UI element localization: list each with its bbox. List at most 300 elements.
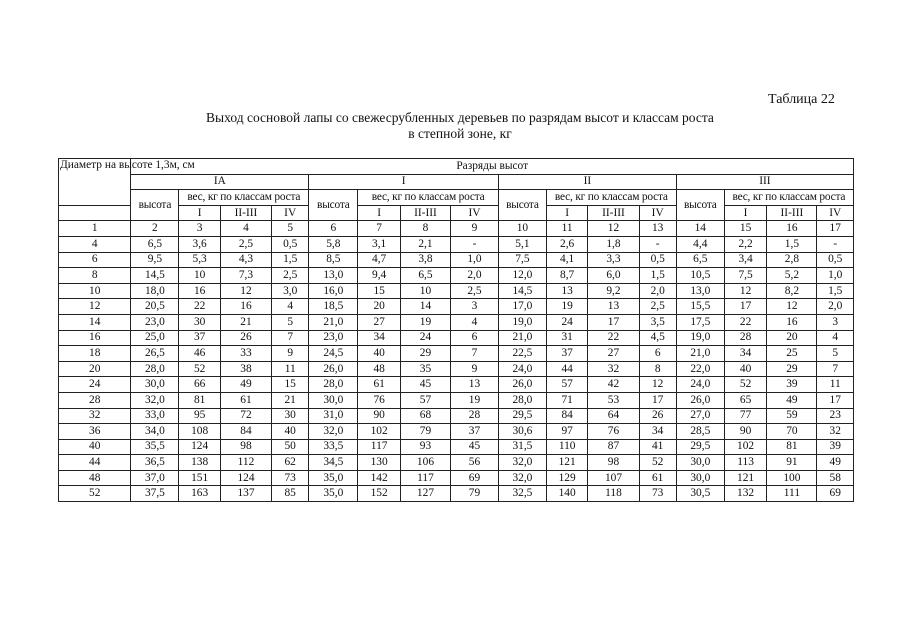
table-cell: 52 [639, 455, 676, 471]
table-cell: 34,0 [131, 424, 179, 440]
table-row [59, 361, 854, 377]
table-cell: 21,0 [309, 314, 358, 330]
table-cell: 21,0 [498, 330, 546, 346]
table-cell: 14 [400, 299, 450, 315]
table-cell: 73 [639, 486, 676, 502]
table-cell: 72 [220, 408, 271, 424]
table-cell: 129 [546, 470, 588, 486]
table-cell: 40 [358, 346, 401, 362]
table-cell: 93 [400, 439, 450, 455]
diameter-header-continued [59, 205, 131, 221]
table-cell: 0,5 [639, 252, 676, 268]
table-cell: 85 [272, 486, 309, 502]
table-cell: 111 [767, 486, 817, 502]
table-cell: 32,0 [131, 392, 179, 408]
table-cell: 151 [179, 470, 221, 486]
table-cell: 3 [817, 314, 854, 330]
table-cell: 2,1 [400, 236, 450, 252]
table-cell: 34 [724, 346, 767, 362]
table-cell: 26 [639, 408, 676, 424]
table-cell: 3,4 [724, 252, 767, 268]
table-cell: 98 [220, 439, 271, 455]
table-cell: 16 [179, 283, 221, 299]
table-cell: 33 [220, 346, 271, 362]
table-cell: 6 [639, 346, 676, 362]
table-cell: 132 [724, 486, 767, 502]
table-cell: 24,0 [676, 377, 724, 393]
table-cell: 1,0 [817, 268, 854, 284]
table-cell: 3,3 [588, 252, 639, 268]
column-number: 13 [639, 221, 676, 237]
table-cell: 9,5 [131, 252, 179, 268]
header-row-3 [59, 190, 854, 206]
header-row-2 [59, 174, 854, 190]
table-cell: 2,5 [272, 268, 309, 284]
table-cell: 14,5 [498, 283, 546, 299]
table-cell: 79 [400, 424, 450, 440]
table-cell: 2,0 [817, 299, 854, 315]
table-row [59, 268, 854, 284]
table-cell: 163 [179, 486, 221, 502]
rank-header-i: I [309, 174, 499, 190]
table-cell: 6,5 [676, 252, 724, 268]
table-cell: 30,0 [309, 392, 358, 408]
table-cell: 2,5 [639, 299, 676, 315]
table-cell: 22 [588, 330, 639, 346]
column-number: 8 [400, 221, 450, 237]
table-cell: 33,5 [309, 439, 358, 455]
table-cell: 26 [220, 330, 271, 346]
table-cell: 4,5 [639, 330, 676, 346]
table-cell: 57 [400, 392, 450, 408]
table-title: Выход сосновой лапы со свежесрубленных деревьев по разрядам высот и классам роста [206, 110, 714, 125]
table-cell: 44 [546, 361, 588, 377]
table-cell: 31,0 [309, 408, 358, 424]
diameter-cell: 44 [59, 455, 131, 471]
table-cell: 40 [724, 361, 767, 377]
table-cell: 12 [724, 283, 767, 299]
yield-table [58, 158, 854, 502]
table-cell: 58 [817, 470, 854, 486]
table-cell: 7,5 [724, 268, 767, 284]
table-cell: 76 [588, 424, 639, 440]
header-row-1 [59, 159, 854, 175]
table-cell: 77 [724, 408, 767, 424]
table-cell: 29 [767, 361, 817, 377]
table-row [59, 252, 854, 268]
table-cell: 37,0 [131, 470, 179, 486]
table-cell: 66 [179, 377, 221, 393]
table-cell: 81 [767, 439, 817, 455]
table-cell: 118 [588, 486, 639, 502]
table-cell: 7 [451, 346, 499, 362]
table-cell: 140 [546, 486, 588, 502]
table-cell: 30,5 [676, 486, 724, 502]
class-header: IV [272, 205, 309, 221]
diameter-cell: 10 [59, 283, 131, 299]
table-cell: 1,5 [817, 283, 854, 299]
table-cell: 13 [588, 299, 639, 315]
table-cell: 2,6 [546, 236, 588, 252]
table-cell: 29,5 [676, 439, 724, 455]
table-row [59, 346, 854, 362]
table-cell: 7,5 [498, 252, 546, 268]
table-cell: 32,0 [309, 424, 358, 440]
table-cell: 110 [546, 439, 588, 455]
table-cell: 29 [400, 346, 450, 362]
class-header: II-III [400, 205, 450, 221]
table-cell: 3,5 [639, 314, 676, 330]
diameter-header: Диаметр на высоте 1,3м, см [59, 159, 131, 206]
table-cell: 61 [220, 392, 271, 408]
table-cell: 27 [588, 346, 639, 362]
table-cell: 18,0 [131, 283, 179, 299]
table-cell: 50 [272, 439, 309, 455]
table-cell: 21 [272, 392, 309, 408]
table-cell: 23 [817, 408, 854, 424]
table-cell: 1,5 [639, 268, 676, 284]
table-cell: 42 [588, 377, 639, 393]
class-header: IV [639, 205, 676, 221]
table-cell: 61 [358, 377, 401, 393]
table-cell: 30 [179, 314, 221, 330]
table-cell: 4 [817, 330, 854, 346]
table-cell: 8,5 [309, 252, 358, 268]
table-cell: 30 [272, 408, 309, 424]
table-cell: 95 [179, 408, 221, 424]
table-cell: 61 [639, 470, 676, 486]
diameter-cell: 24 [59, 377, 131, 393]
table-cell: 10,5 [676, 268, 724, 284]
class-header: I [179, 205, 221, 221]
table-cell: 26,0 [498, 377, 546, 393]
table-cell: 5,1 [498, 236, 546, 252]
table-cell: 30,0 [676, 455, 724, 471]
table-cell: 10 [400, 283, 450, 299]
table-cell: 39 [817, 439, 854, 455]
table-cell: 15 [272, 377, 309, 393]
table-cell: 37 [451, 424, 499, 440]
table-cell: 12 [639, 377, 676, 393]
table-cell: 17 [639, 392, 676, 408]
table-cell: 5,8 [309, 236, 358, 252]
table-cell: 117 [400, 470, 450, 486]
table-cell: 2,5 [451, 283, 499, 299]
column-number: 12 [588, 221, 639, 237]
class-header: II-III [220, 205, 271, 221]
table-cell: 17,0 [498, 299, 546, 315]
table-row [59, 314, 854, 330]
diameter-cell: 14 [59, 314, 131, 330]
table-cell: 71 [546, 392, 588, 408]
table-cell: 20 [358, 299, 401, 315]
table-cell: 102 [358, 424, 401, 440]
table-cell: 9,4 [358, 268, 401, 284]
table-cell: 5,2 [767, 268, 817, 284]
diameter-cell: 40 [59, 439, 131, 455]
diameter-cell: 8 [59, 268, 131, 284]
diameter-cell: 36 [59, 424, 131, 440]
table-cell: 90 [358, 408, 401, 424]
table-cell: 17 [588, 314, 639, 330]
table-row [59, 299, 854, 315]
table-cell: 28,5 [676, 424, 724, 440]
table-row [59, 330, 854, 346]
table-cell: 108 [179, 424, 221, 440]
table-cell: 152 [358, 486, 401, 502]
table-cell: 0,5 [272, 236, 309, 252]
table-cell: 9 [451, 361, 499, 377]
table-cell: 4 [451, 314, 499, 330]
table-cell: 45 [451, 439, 499, 455]
table-cell: 9,2 [588, 283, 639, 299]
class-header: I [358, 205, 401, 221]
table-cell: 30,6 [498, 424, 546, 440]
table-cell: 65 [724, 392, 767, 408]
table-cell: 35,5 [131, 439, 179, 455]
table-cell: 98 [588, 455, 639, 471]
table-cell: 3,6 [179, 236, 221, 252]
table-cell: 124 [179, 439, 221, 455]
table-cell: 35 [400, 361, 450, 377]
table-row [59, 236, 854, 252]
column-number: 2 [131, 221, 179, 237]
table-cell: 90 [724, 424, 767, 440]
column-number: 1 [59, 221, 131, 237]
table-cell: 19 [451, 392, 499, 408]
table-cell: 121 [546, 455, 588, 471]
table-subtitle: в степной зоне, кг [408, 126, 512, 141]
table-cell: 11 [272, 361, 309, 377]
table-cell: 5,3 [179, 252, 221, 268]
table-cell: 31 [546, 330, 588, 346]
table-cell: 8,7 [546, 268, 588, 284]
table-cell: 19 [546, 299, 588, 315]
table-cell: 81 [179, 392, 221, 408]
column-number: 10 [498, 221, 546, 237]
rank-header-ii: II [498, 174, 676, 190]
table-cell: 32,0 [498, 470, 546, 486]
diameter-cell: 20 [59, 361, 131, 377]
table-cell: 28,0 [498, 392, 546, 408]
table-cell: 24 [400, 330, 450, 346]
column-number: 16 [767, 221, 817, 237]
table-row [59, 408, 854, 424]
table-cell: 4,4 [676, 236, 724, 252]
table-cell: 17,5 [676, 314, 724, 330]
table-cell: 34,5 [309, 455, 358, 471]
table-cell: 1,5 [272, 252, 309, 268]
table-cell: 28 [451, 408, 499, 424]
table-cell: 22 [179, 299, 221, 315]
table-cell: 1,8 [588, 236, 639, 252]
weight-header: вес, кг по классам роста [179, 190, 309, 206]
table-cell: 0,5 [817, 252, 854, 268]
table-cell: 76 [358, 392, 401, 408]
table-cell: 29,5 [498, 408, 546, 424]
table-cell: 102 [724, 439, 767, 455]
table-row [59, 392, 854, 408]
table-cell: 33,0 [131, 408, 179, 424]
table-cell: 2,0 [451, 268, 499, 284]
table-cell: 19 [400, 314, 450, 330]
height-header: высота [498, 190, 546, 221]
table-cell: 6,0 [588, 268, 639, 284]
table-cell: 17 [724, 299, 767, 315]
table-row [59, 377, 854, 393]
table-row [59, 439, 854, 455]
diameter-cell: 4 [59, 236, 131, 252]
table-cell: 19,0 [676, 330, 724, 346]
table-cell: 6,5 [131, 236, 179, 252]
table-cell: 8,2 [767, 283, 817, 299]
rank-header-iii: III [676, 174, 853, 190]
table-cell: 23,0 [309, 330, 358, 346]
table-cell: 117 [358, 439, 401, 455]
table-cell: 84 [546, 408, 588, 424]
table-cell: 11 [817, 377, 854, 393]
table-cell: 39 [767, 377, 817, 393]
table-cell: 21,0 [676, 346, 724, 362]
table-cell: 2,8 [767, 252, 817, 268]
table-cell: 13,0 [309, 268, 358, 284]
table-cell: 12 [220, 283, 271, 299]
table-cell: 3,8 [400, 252, 450, 268]
weight-header: вес, кг по классам роста [724, 190, 853, 206]
table-cell: 6 [451, 330, 499, 346]
table-cell: 16 [767, 314, 817, 330]
table-cell: 13,0 [676, 283, 724, 299]
table-cell: 49 [817, 455, 854, 471]
table-cell: 49 [220, 377, 271, 393]
class-header: I [724, 205, 767, 221]
diameter-cell: 28 [59, 392, 131, 408]
table-cell: 20 [767, 330, 817, 346]
table-cell: 13 [451, 377, 499, 393]
table-cell: 121 [724, 470, 767, 486]
table-cell: 4,1 [546, 252, 588, 268]
table-cell: 107 [588, 470, 639, 486]
table-row [59, 486, 854, 502]
column-number: 3 [179, 221, 221, 237]
table-cell: - [451, 236, 499, 252]
table-cell: 28,0 [131, 361, 179, 377]
table-cell: 45 [400, 377, 450, 393]
table-cell: 30,0 [131, 377, 179, 393]
table-cell: 22,5 [498, 346, 546, 362]
table-cell: 12 [767, 299, 817, 315]
column-number: 6 [309, 221, 358, 237]
table-row [59, 424, 854, 440]
table-cell: 16 [220, 299, 271, 315]
table-row [59, 455, 854, 471]
table-cell: 22,0 [676, 361, 724, 377]
table-cell: 4,7 [358, 252, 401, 268]
table-cell: 1,5 [767, 236, 817, 252]
table-cell: 3 [451, 299, 499, 315]
table-cell: 12,0 [498, 268, 546, 284]
column-number: 5 [272, 221, 309, 237]
table-cell: 15,5 [676, 299, 724, 315]
column-number: 9 [451, 221, 499, 237]
table-cell: 22 [724, 314, 767, 330]
table-cell: 24,5 [309, 346, 358, 362]
table-cell: 41 [639, 439, 676, 455]
table-cell: 106 [400, 455, 450, 471]
diameter-cell: 12 [59, 299, 131, 315]
table-cell: 21 [220, 314, 271, 330]
table-cell: 69 [817, 486, 854, 502]
column-number-row [59, 221, 854, 237]
table-cell: 91 [767, 455, 817, 471]
table-cell: 23,0 [131, 314, 179, 330]
table-cell: 8 [639, 361, 676, 377]
rank-header-ia: IA [131, 174, 309, 190]
table-cell: 10 [179, 268, 221, 284]
height-header: высота [309, 190, 358, 221]
table-cell: 24 [546, 314, 588, 330]
table-cell: 17 [817, 392, 854, 408]
table-cell: 28,0 [309, 377, 358, 393]
table-cell: 34 [358, 330, 401, 346]
table-cell: 52 [724, 377, 767, 393]
diameter-cell: 18 [59, 346, 131, 362]
table-cell: 38 [220, 361, 271, 377]
table-cell: 2,2 [724, 236, 767, 252]
table-cell: 26,0 [676, 392, 724, 408]
class-header: II-III [767, 205, 817, 221]
table-cell: 35,0 [309, 486, 358, 502]
table-cell: 7,3 [220, 268, 271, 284]
table-cell: 6,5 [400, 268, 450, 284]
table-cell: 53 [588, 392, 639, 408]
table-cell: 28 [724, 330, 767, 346]
table-cell: 69 [451, 470, 499, 486]
table-cell: 9 [272, 346, 309, 362]
table-cell: 32,5 [498, 486, 546, 502]
table-cell: 7 [272, 330, 309, 346]
table-cell: 32 [817, 424, 854, 440]
column-number: 4 [220, 221, 271, 237]
table-cell: 4,3 [220, 252, 271, 268]
table-cell: 19,0 [498, 314, 546, 330]
table-cell: 112 [220, 455, 271, 471]
table-cell: 26,0 [309, 361, 358, 377]
class-header: I [546, 205, 588, 221]
table-cell: 31,5 [498, 439, 546, 455]
column-number: 14 [676, 221, 724, 237]
table-cell: 56 [451, 455, 499, 471]
class-header: II-III [588, 205, 639, 221]
table-cell: 4 [272, 299, 309, 315]
table-cell: 34 [639, 424, 676, 440]
table-cell: - [817, 236, 854, 252]
height-header: высота [131, 190, 179, 221]
table-cell: 59 [767, 408, 817, 424]
table-cell: 79 [451, 486, 499, 502]
table-cell: 57 [546, 377, 588, 393]
table-cell: 3,1 [358, 236, 401, 252]
table-cell: 2,0 [639, 283, 676, 299]
column-number: 11 [546, 221, 588, 237]
table-cell: 7 [817, 361, 854, 377]
table-cell: 142 [358, 470, 401, 486]
table-cell: 137 [220, 486, 271, 502]
table-cell: 27 [358, 314, 401, 330]
table-cell: 100 [767, 470, 817, 486]
table-cell: 25 [767, 346, 817, 362]
weight-header: вес, кг по классам роста [358, 190, 499, 206]
